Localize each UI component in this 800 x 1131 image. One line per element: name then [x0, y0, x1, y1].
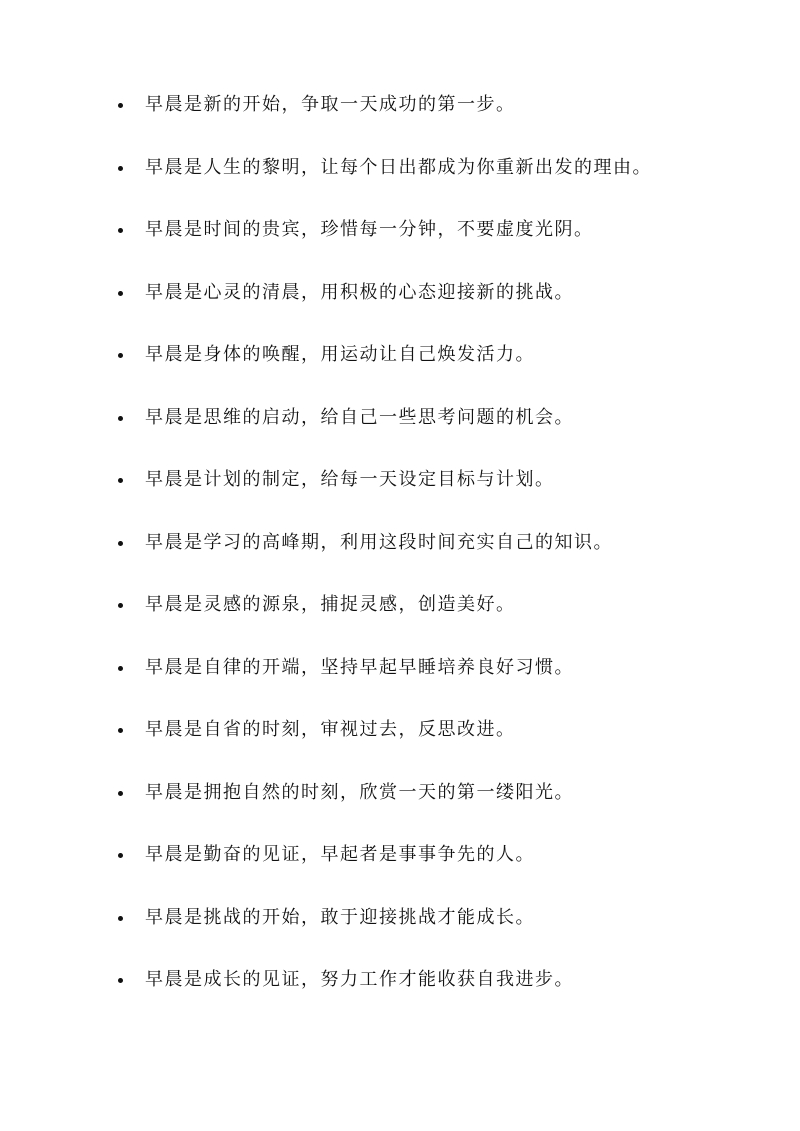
- list-item-text: 早晨是拥抱自然的时刻，欣赏一天的第一缕阳光。: [145, 781, 574, 803]
- list-item-text: 早晨是新的开始，争取一天成功的第一步。: [145, 94, 516, 115]
- bullet-icon: [118, 416, 123, 421]
- list-item: [118, 217, 738, 280]
- list-item: [118, 905, 738, 968]
- bullet-icon: [118, 353, 123, 358]
- bullet-icon: [118, 853, 123, 858]
- list-item: [118, 655, 738, 718]
- list-item: [118, 467, 738, 530]
- list-item: [118, 530, 738, 593]
- bullet-icon: [118, 103, 123, 108]
- list-item-text: 早晨是勤奋的见证，早起者是事事争先的人。: [145, 844, 535, 865]
- bullet-icon: [118, 228, 123, 233]
- list-item: [118, 717, 738, 780]
- list-item: [118, 342, 738, 405]
- bullet-icon: [118, 978, 123, 983]
- list-item-text: 早晨是自律的开端，坚持早起早睡培养良好习惯。: [145, 656, 574, 678]
- list-item: [118, 280, 738, 343]
- bullet-icon: [118, 916, 123, 921]
- bullet-icon: [118, 666, 123, 671]
- list-item-text: 早晨是自省的时刻，审视过去，反思改进。: [145, 719, 516, 740]
- list-item-text: 早晨是时间的贵宾，珍惜每一分钟，不要虚度光阴。: [145, 219, 594, 240]
- bullet-icon: [118, 166, 123, 171]
- list-item-text: 早晨是学习的高峰期，利用这段时间充实自己的知识。: [145, 531, 613, 553]
- list-item-text: 早晨是计划的制定，给每一天设定目标与计划。: [145, 469, 555, 490]
- list-item-text: 早晨是身体的唤醒，用运动让自己焕发活力。: [145, 344, 535, 365]
- list-item: [118, 92, 738, 155]
- bullet-list: [118, 92, 738, 1030]
- list-item: [118, 155, 738, 218]
- bullet-icon: [118, 603, 123, 608]
- bullet-icon: [118, 291, 123, 296]
- list-item-text: 早晨是人生的黎明，让每个日出都成为你重新出发的理由。: [145, 156, 652, 178]
- list-item-text: 早晨是灵感的源泉，捕捉灵感，创造美好。: [145, 594, 516, 615]
- list-item: [118, 967, 738, 1030]
- list-item-text: 早晨是心灵的清晨，用积极的心态迎接新的挑战。: [145, 281, 574, 303]
- list-item: [118, 405, 738, 468]
- bullet-icon: [118, 728, 123, 733]
- bullet-icon: [118, 541, 123, 546]
- list-item: [118, 592, 738, 655]
- bullet-icon: [118, 478, 123, 483]
- bullet-icon: [118, 791, 123, 796]
- list-item-text: 早晨是成长的见证，努力工作才能收获自我进步。: [145, 969, 574, 990]
- list-item: [118, 780, 738, 843]
- list-item-text: 早晨是挑战的开始，敢于迎接挑战才能成长。: [145, 906, 535, 928]
- list-item: [118, 842, 738, 905]
- list-item-text: 早晨是思维的启动，给自己一些思考问题的机会。: [145, 406, 574, 428]
